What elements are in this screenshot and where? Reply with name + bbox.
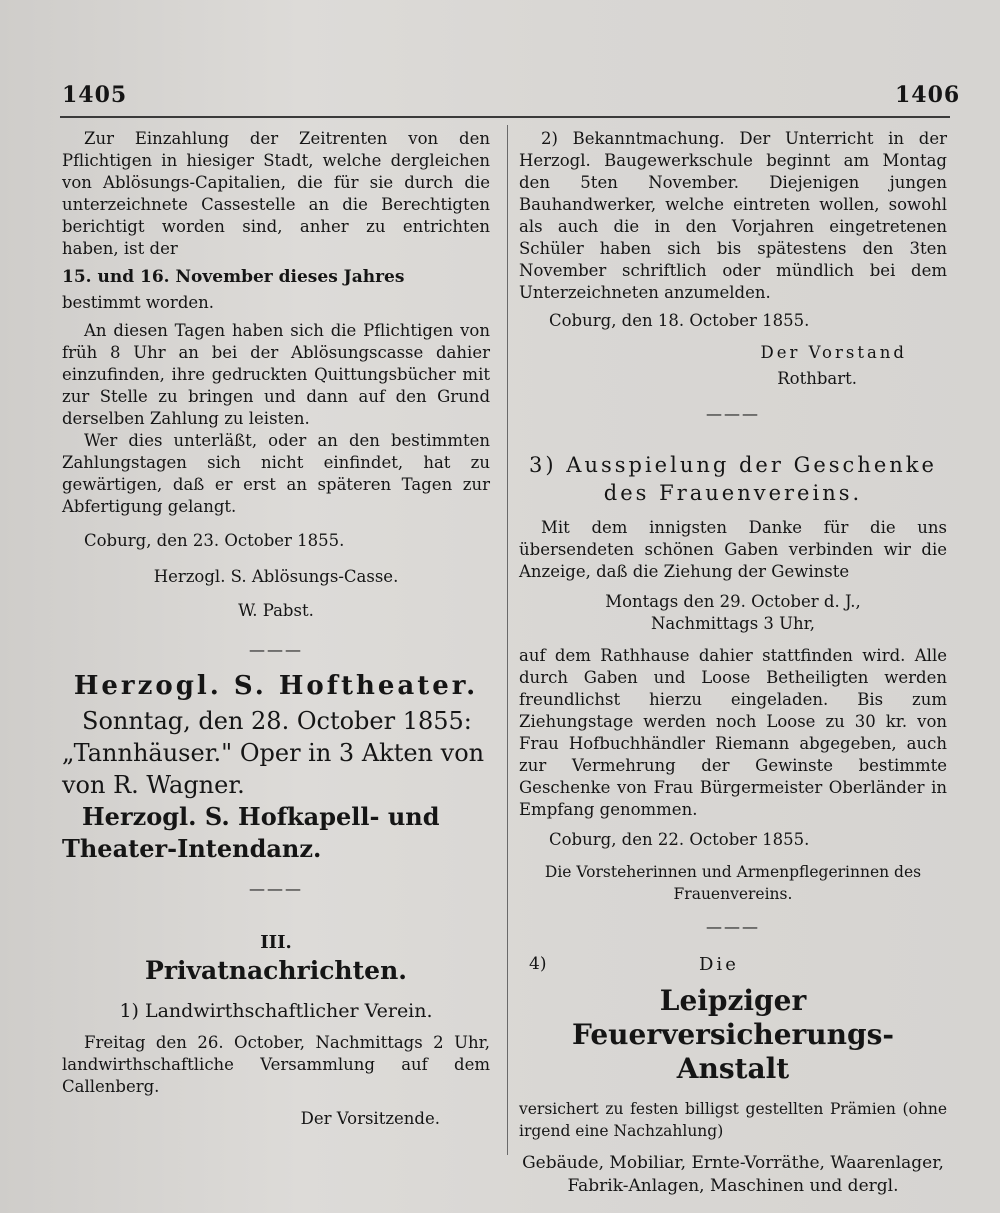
item1-title: 1) Landwirthschaftlicher Verein. bbox=[119, 1000, 433, 1022]
theatre-date: Sonntag, den 28. October 1855: bbox=[82, 707, 472, 735]
item3-draw-date: Montags den 29. October d. J., bbox=[605, 592, 861, 611]
item3-paragraph-1: Mit dem innigsten Danke für die uns übersendeten schönen Gaben verbinden wir die Anzeige, daß die Ziehung der Gewinste bbox=[519, 518, 947, 581]
ablosung-paragraph-1: Zur Einzahlung der Zeitrenten von den Pflichtigen in hiesiger Stadt, welche dergleichen von Ablösungs-Capitalien, die für sie durch die unterzeichnete Cassestelle an die Berechtigten berichtigt worden sind, anher zu entrichten haben, ist der bbox=[62, 129, 490, 258]
theatre-signer: Herzogl. S. Hofkapell- und Theater-Intendanz. bbox=[62, 802, 440, 863]
item4-number: 4) bbox=[529, 954, 547, 974]
item3-place-date: Coburg, den 22. October 1855. bbox=[549, 830, 810, 849]
item3-title: 3) Ausspielung der Geschenke des Frauenvereins. bbox=[529, 453, 937, 505]
separator-3: ——— bbox=[706, 404, 760, 423]
header-rule bbox=[60, 116, 950, 118]
item3-paragraph-2: auf dem Rathhause dahier stattfinden wird. Alle durch Gaben und Loose Betheiligten werden freundlichst hierzu eingeladen. Bis zum Ziehungstage werden noch Loose zu 30 kr. von Frau Hofbuchhändler Riemann abgegeben, auch zur Vermehrung der Gewinste bestimmte Geschenke von Frau Bürgermeister Oberländer in Empfang genommen. bbox=[519, 646, 947, 819]
item3-draw-time: Nachmittags 3 Uhr, bbox=[650, 614, 816, 633]
ablosung-signer-office: Herzogl. S. Ablösungs-Casse. bbox=[153, 567, 399, 586]
ablosung-paragraph-2: An diesen Tagen haben sich die Pflichtigen von früh 8 Uhr an bei der Ablösungscasse dahier einzufinden, ihre gedruckten Quittungsbücher mit zur Stelle zu bringen und dann auf den Grund derselben Zahlung zu leisten. bbox=[62, 321, 490, 428]
item2-signer-name: Rothbart. bbox=[777, 369, 857, 388]
left-column bbox=[62, 120, 490, 1130]
page-number-left: 1405 bbox=[62, 82, 128, 108]
item3-signer: Die Vorsteherinnen und Armenpflegerinnen des Frauenvereins. bbox=[544, 863, 922, 903]
section-number: III. bbox=[260, 932, 292, 953]
theatre-play: „Tannhäuser." Oper in 3 Akten von von R. Wagner. bbox=[62, 739, 485, 799]
ablosung-paragraph-3: Wer dies unterläßt, oder an den bestimmten Zahlungstagen sich nicht einfindet, hat zu gewärtigen, daß er erst an späteren Tagen zur Abfertigung gelangt. bbox=[62, 431, 490, 516]
right-column bbox=[519, 120, 947, 1198]
ablosung-paragraph-1-end: bestimmt worden. bbox=[62, 293, 215, 312]
item4-title: Leipziger Feuerversicherungs-Anstalt bbox=[572, 984, 894, 1085]
item2-text: 2) Bekanntmachung. Der Unterricht in der Herzogl. Baugewerkschule beginnt am Montag den 5ten November. Diejenigen jungen Bauhandwerker, welche eintreten wollen, sowohl als auch die in den Vorjahren eingetretenen Schüler haben sich bis spätestens den 3ten November schriftlich oder mündlich bei dem Unterzeichneten anzumelden. bbox=[519, 129, 947, 302]
separator-1: ——— bbox=[249, 640, 303, 659]
item2-signer-title: Der Vorstand bbox=[760, 343, 907, 362]
section-title: Privatnachrichten. bbox=[145, 956, 407, 985]
column-divider bbox=[507, 125, 508, 1155]
page-number-right: 1406 bbox=[895, 82, 961, 108]
item1-text: Freitag den 26. October, Nachmittags 2 Uhr, landwirthschaftliche Versammlung auf dem Callenberg. bbox=[62, 1033, 490, 1096]
item2-place-date: Coburg, den 18. October 1855. bbox=[549, 311, 810, 330]
ablosung-dates: 15. und 16. November dieses Jahres bbox=[62, 267, 405, 287]
ablosung-place-date: Coburg, den 23. October 1855. bbox=[84, 531, 345, 550]
item4-intro bbox=[519, 954, 947, 980]
item1-signer: Der Vorsitzende. bbox=[300, 1109, 440, 1128]
separator-2: ——— bbox=[249, 879, 303, 898]
item4-article: Die bbox=[699, 954, 739, 975]
ablosung-signer-name: W. Pabst. bbox=[238, 601, 314, 620]
theatre-heading: Herzogl. S. Hoftheater. bbox=[73, 671, 479, 701]
item4-paragraph-2: Gebäude, Mobiliar, Ernte-Vorräthe, Waarenlager, Fabrik-Anlagen, Maschinen und dergl. bbox=[522, 1153, 944, 1196]
item4-paragraph-1: versichert zu festen billigst gestellten Prämien (ohne irgend eine Nachzahlung) bbox=[519, 1100, 947, 1140]
separator-4: ——— bbox=[706, 917, 760, 936]
